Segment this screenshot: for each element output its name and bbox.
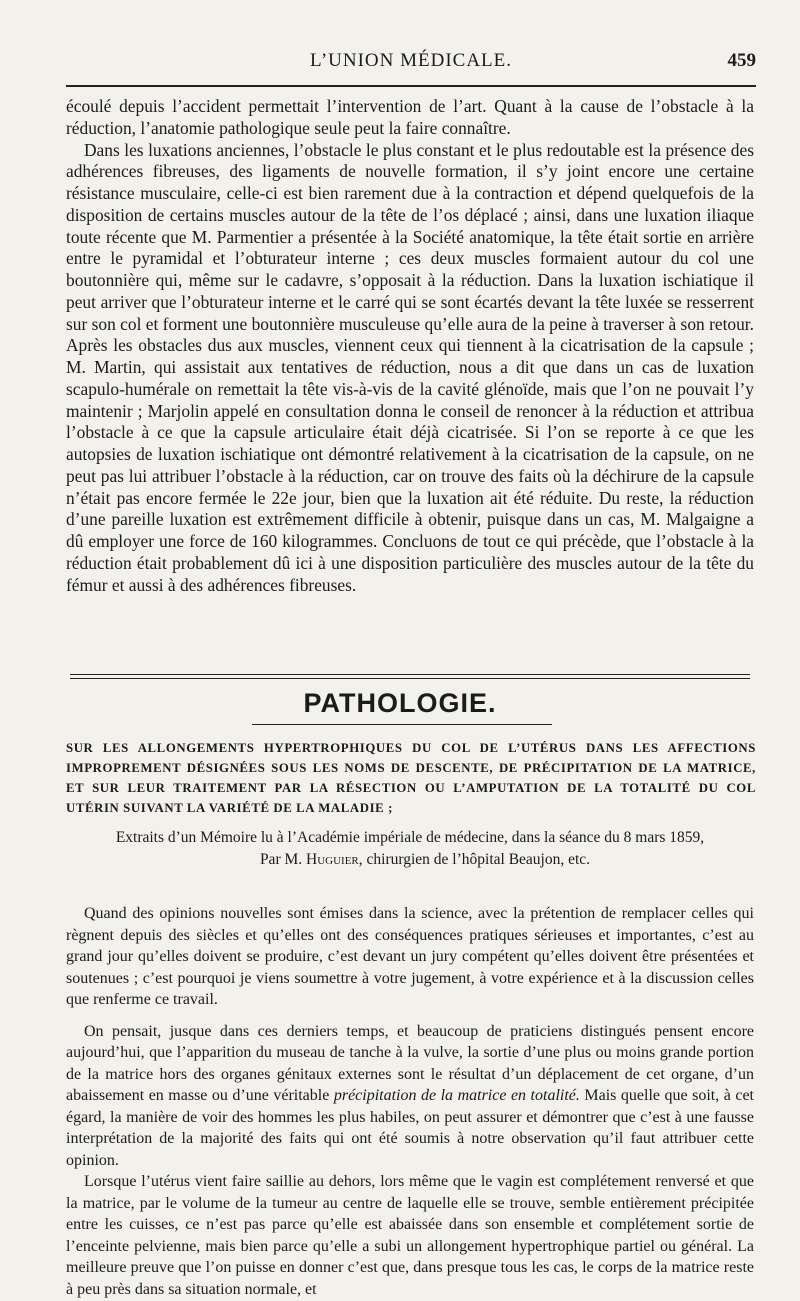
author-suffix: , chirurgien de l’hôpital Beaujon, etc. bbox=[358, 851, 591, 868]
section-rule-top bbox=[70, 674, 750, 675]
header-rule bbox=[66, 85, 756, 87]
section-rule-bottom bbox=[70, 678, 750, 679]
paragraph: Quand des opinions nouvelles sont émises dans la science, avec la prétention de remplacer celles qui règnent depuis des siècles et qu’elles ont des conséquences pratiques sérieuses et importantes, c’est au grand jour qu’elles doivent se produire, c’est devant un jury compétent qu’elles doivent être présentées et soutenues ; c’est pourquoi je viens soumettre à votre jugement, à votre expérience et à la discussion celles que renferme ce travail. bbox=[66, 905, 754, 1008]
extract-note bbox=[66, 827, 754, 871]
paragraph bbox=[66, 1021, 754, 1172]
author-line bbox=[66, 849, 754, 871]
article-title: SUR LES ALLONGEMENTS HYPERTROPHIQUES DU COL DE L’UTÉRUS DANS LES AFFECTIONS IMPROPREMENT DÉSIGNÉES SOUS LES NOMS DE DESCENTE, DE PRÉCIPITATION DE LA MATRICE, ET SUR LEUR TRAITEMENT PAR LA RÉSECTION OU L’AMPUTATION DE LA TOTALITÉ DU COL UTÉRIN SUIVANT LA VARIÉTÉ DE LA MALADIE ; bbox=[66, 741, 756, 815]
paragraph: Lorsque l’utérus vient faire saillie au dehors, lors même que le vagin est complétement renversé et que la matrice, par le volume de la tumeur au centre de laquelle elle se trouve, semble entièrement précipitée entre les cuisses, ce n’est pas parce qu’elle est abaissée dans son ensemble et complétement sortie de l’enceinte pelvienne, mais bien parce qu’elle a subi un allongement hypertrophique partiel ou général. La meilleure preuve que l’on puisse en donner c’est que, dans presque tous les cas, le corps de la matrice reste à peu près dans sa situation normale, et bbox=[66, 1173, 754, 1298]
page-header bbox=[66, 46, 756, 80]
running-title: L’UNION MÉDICALE. bbox=[309, 50, 513, 71]
section-title: PATHOLOGIE. bbox=[303, 688, 497, 718]
continuation-text bbox=[66, 96, 754, 596]
extract-line: Extraits d’un Mémoire lu à l’Académie impériale de médecine, dans la séance du 8 mars 1859, bbox=[115, 829, 705, 846]
paragraph: écoulé depuis l’accident permettait l’intervention de l’art. Quant à la cause de l’obstacle à la réduction, l’anatomie pathologique seule peut la faire connaître. bbox=[66, 96, 754, 138]
paragraph: Dans les luxations anciennes, l’obstacle le plus constant et le plus redoutable est la présence des adhérences fibreuses, des ligaments de nouvelle formation, il s’y joint encore une certaine résistance musculaire, celle-ci est bien rarement due à la contraction et dépend quelquefois de la disposition de certains muscles autour de la tête de l’os déplacé ; ainsi, dans une luxation iliaque toute récente que M. Parmentier a présentée à la Société anatomique, la tête était sortie en arrière entre le pyramidal et l’obturateur interne ; ces deux muscles formaient autour du col une boutonnière qui, même sur le cadavre, s’opposait à la réduction. Dans la luxation ischiatique il peut arriver que l’obturateur interne et le carré qui se sont écartés devant la tête luxée se resserrent sur son col et forment une boutonnière musculeuse qu’elle aura de la peine à traverser à son retour. Après les obstacles dus aux muscles, viennent ceux qui tiennent à la cicatrisation de la capsule ; M. Martin, qui assistait aux tentatives de réduction, nous a dit que dans un cas de luxation scapulo-humérale on remettait la tête vis-à-vis de la cavité glénoïde, mais que l’on ne pouvait l’y maintenir ; Marjolin appelé en consultation donna le conseil de renoncer à la réduction et attribua l’obstacle à ce que la capsule articulaire était déjà cicatrisée. Si l’on se reporte à ce que les autopsies de luxation ischiatique ont démontré relativement à la cicatrisation de la capsule, on ne peut pas lui attribuer l’obstacle à la réduction, car on trouve des faits où la déchirure de la capsule n’était pas encore fermée le 22e jour, bien que la luxation ait été réduite. Du reste, la réduction d’une pareille luxation est extrêmement difficile à obtenir, puisque dans un cas, M. Malgaigne a dû employer une force de 160 kilogrammes. Concluons de tout ce qui précède, que l’obstacle à la réduction était probablement dû ici à une disposition particulière des muscles autour de la tête du fémur et aussi à des adhérences fibreuses. bbox=[66, 139, 754, 595]
text-run: On pensait, jusque dans ces derniers temps, et beaucoup de praticiens distingués pensent encore aujourd’hui, que l’apparition du museau de tanche à la vulve, la sortie d’une plus ou moins grande portion de la matrice hors des organes génitaux externes sont le résultat d’un déplacement de cet organe, d’un abaissement en masse ou d’une véritable bbox=[66, 1022, 754, 1104]
article-body bbox=[66, 903, 754, 1300]
italic-phrase: précipitation de la matrice en totalité. bbox=[333, 1087, 580, 1104]
page-number: 459 bbox=[727, 50, 756, 71]
text-run: Mais quelle que soit, à cet égard, la manière de voir des hommes les plus habiles, on peut assurer et démontrer que c’est à une fausse interprétation de la majorité des faits qui ont été soumis à notre observation qu’il faut attribuer cette opinion. bbox=[66, 1087, 754, 1169]
title-rule bbox=[252, 724, 552, 725]
author-prefix: Par M. bbox=[259, 851, 303, 868]
author-name: Huguier bbox=[306, 851, 359, 868]
